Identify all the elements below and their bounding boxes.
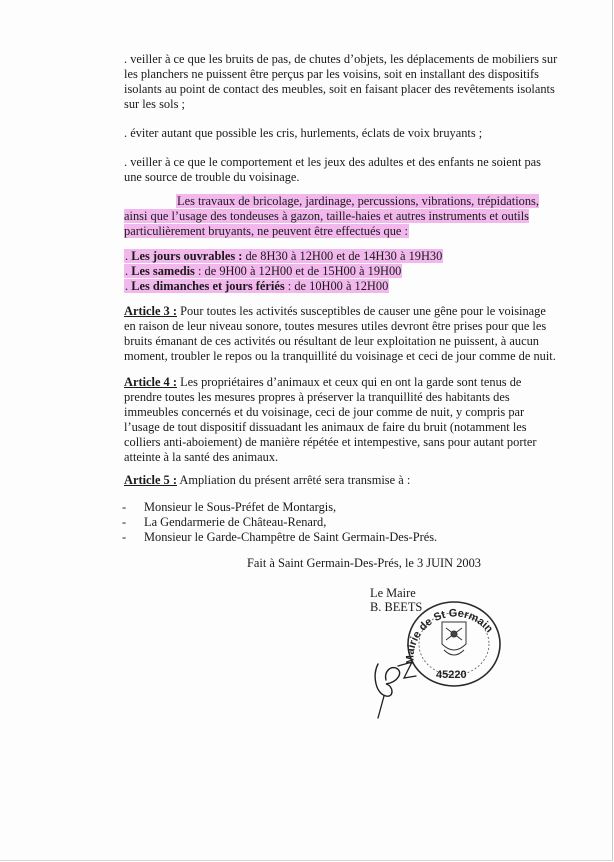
- schedule-saturdays-hours: : de 9H00 à 12H00 et de 15H00 à 19H00: [194, 264, 402, 278]
- schedule-weekdays-label: Les jours ouvrables :: [131, 249, 243, 263]
- schedule-sundays-label: Les dimanches et jours fériés: [131, 279, 285, 293]
- paragraph-behaviour: . veiller à ce que le comportement et les jeux des adultes et des enfants ne soient pas une source de trouble du voisinage.: [124, 155, 542, 184]
- schedule-saturdays-label: Les samedis: [131, 264, 195, 278]
- article-5-label: Article 5 :: [124, 473, 177, 487]
- article-3-text: Pour toutes les activités susceptibles de causer une gêne pour le voisinage en raison de leur niveau sonore, toutes mesures utiles devront être prises pour que les bruits émanant de ces activités ou résultant de leur exploitation ne puissent, à aucun moment, troubler le repos ou la tranquillité du voisinage et ceci de jour comme de nuit.: [124, 304, 556, 363]
- mayor-signature: [364, 642, 424, 720]
- article-4-text: Les propriétaires d’animaux et ceux qui en ont la garde sont tenus de prendre toutes les mesures propres à préserver la tranquillité des habitants des immeubles concernés et du voisinage, ceci de jour comme de nuit, y compris par l’usage de tout dispositif dissuadant les animaux de faire du bruit (notamment les colliers anti-aboiement) de manière répétée et intempestive, sans pour autant porter atteinte à la santé des animaux.: [124, 375, 537, 464]
- schedule-weekdays-hours: de 8H30 à 12H00 et de 14H30 à 19H30: [242, 249, 443, 263]
- article-5-text: Ampliation du présent arrêté sera transmise à :: [176, 473, 411, 487]
- schedule-sundays-hours: : de 10H00 à 12H00: [284, 279, 389, 293]
- schedule-sundays: . Les dimanches et jours fériés : de 10H00 à 12H00: [125, 279, 389, 293]
- paragraph-diy-works: [124, 194, 560, 239]
- stamp-arc-text: Mairie de St Germain: [404, 607, 496, 665]
- stamp-postal-code: 45220: [436, 669, 467, 681]
- schedule-list: [124, 249, 560, 294]
- place-date: Fait à Saint Germain-Des-Prés, le 3 JUIN 2003: [247, 556, 482, 570]
- article-3: [124, 304, 560, 364]
- mayor-name: B. BEETS: [370, 600, 423, 614]
- coat-of-arms-icon: [442, 622, 466, 655]
- article-3-label: Article 3 :: [124, 304, 177, 318]
- recipient-gendarmerie: - La Gendarmerie de Château-Renard,: [122, 515, 327, 529]
- mayor-title: Le Maire: [370, 586, 416, 600]
- article-4-label: Article 4 :: [124, 375, 177, 389]
- schedule-weekdays: . Les jours ouvrables : de 8H30 à 12H00 et de 14H30 à 19H30: [125, 249, 443, 263]
- article-4: [124, 375, 560, 465]
- paragraph-furniture-noise: . veiller à ce que les bruits de pas, de chutes d’objets, les déplacements de mobiliers sur les planchers ne puissent être perçus par les voisins, soit en installant des dispositifs isolants au point de contact des meubles, soit en faisant placer des revêtements isolants sur les sols ;: [124, 52, 558, 111]
- schedule-saturdays: . Les samedis : de 9H00 à 12H00 et de 15H00 à 19H00: [125, 264, 402, 278]
- article-5: [124, 473, 560, 488]
- recipient-garde-champetre: - Monsieur le Garde-Champêtre de Saint Germain-Des-Prés.: [122, 530, 438, 544]
- recipient-subprefect: - Monsieur le Sous-Préfet de Montargis,: [122, 500, 337, 514]
- paragraph-shouting: . éviter autant que possible les cris, hurlements, éclats de voix bruyants ;: [124, 126, 483, 140]
- diy-works-highlight: Les travaux de bricolage, jardinage, percussions, vibrations, trépidations, ainsi que l’usage des tondeuses à gazon, taille-haies et autres instruments et outils particulièrement bruyants, ne peuvent être effectués que :: [124, 194, 539, 238]
